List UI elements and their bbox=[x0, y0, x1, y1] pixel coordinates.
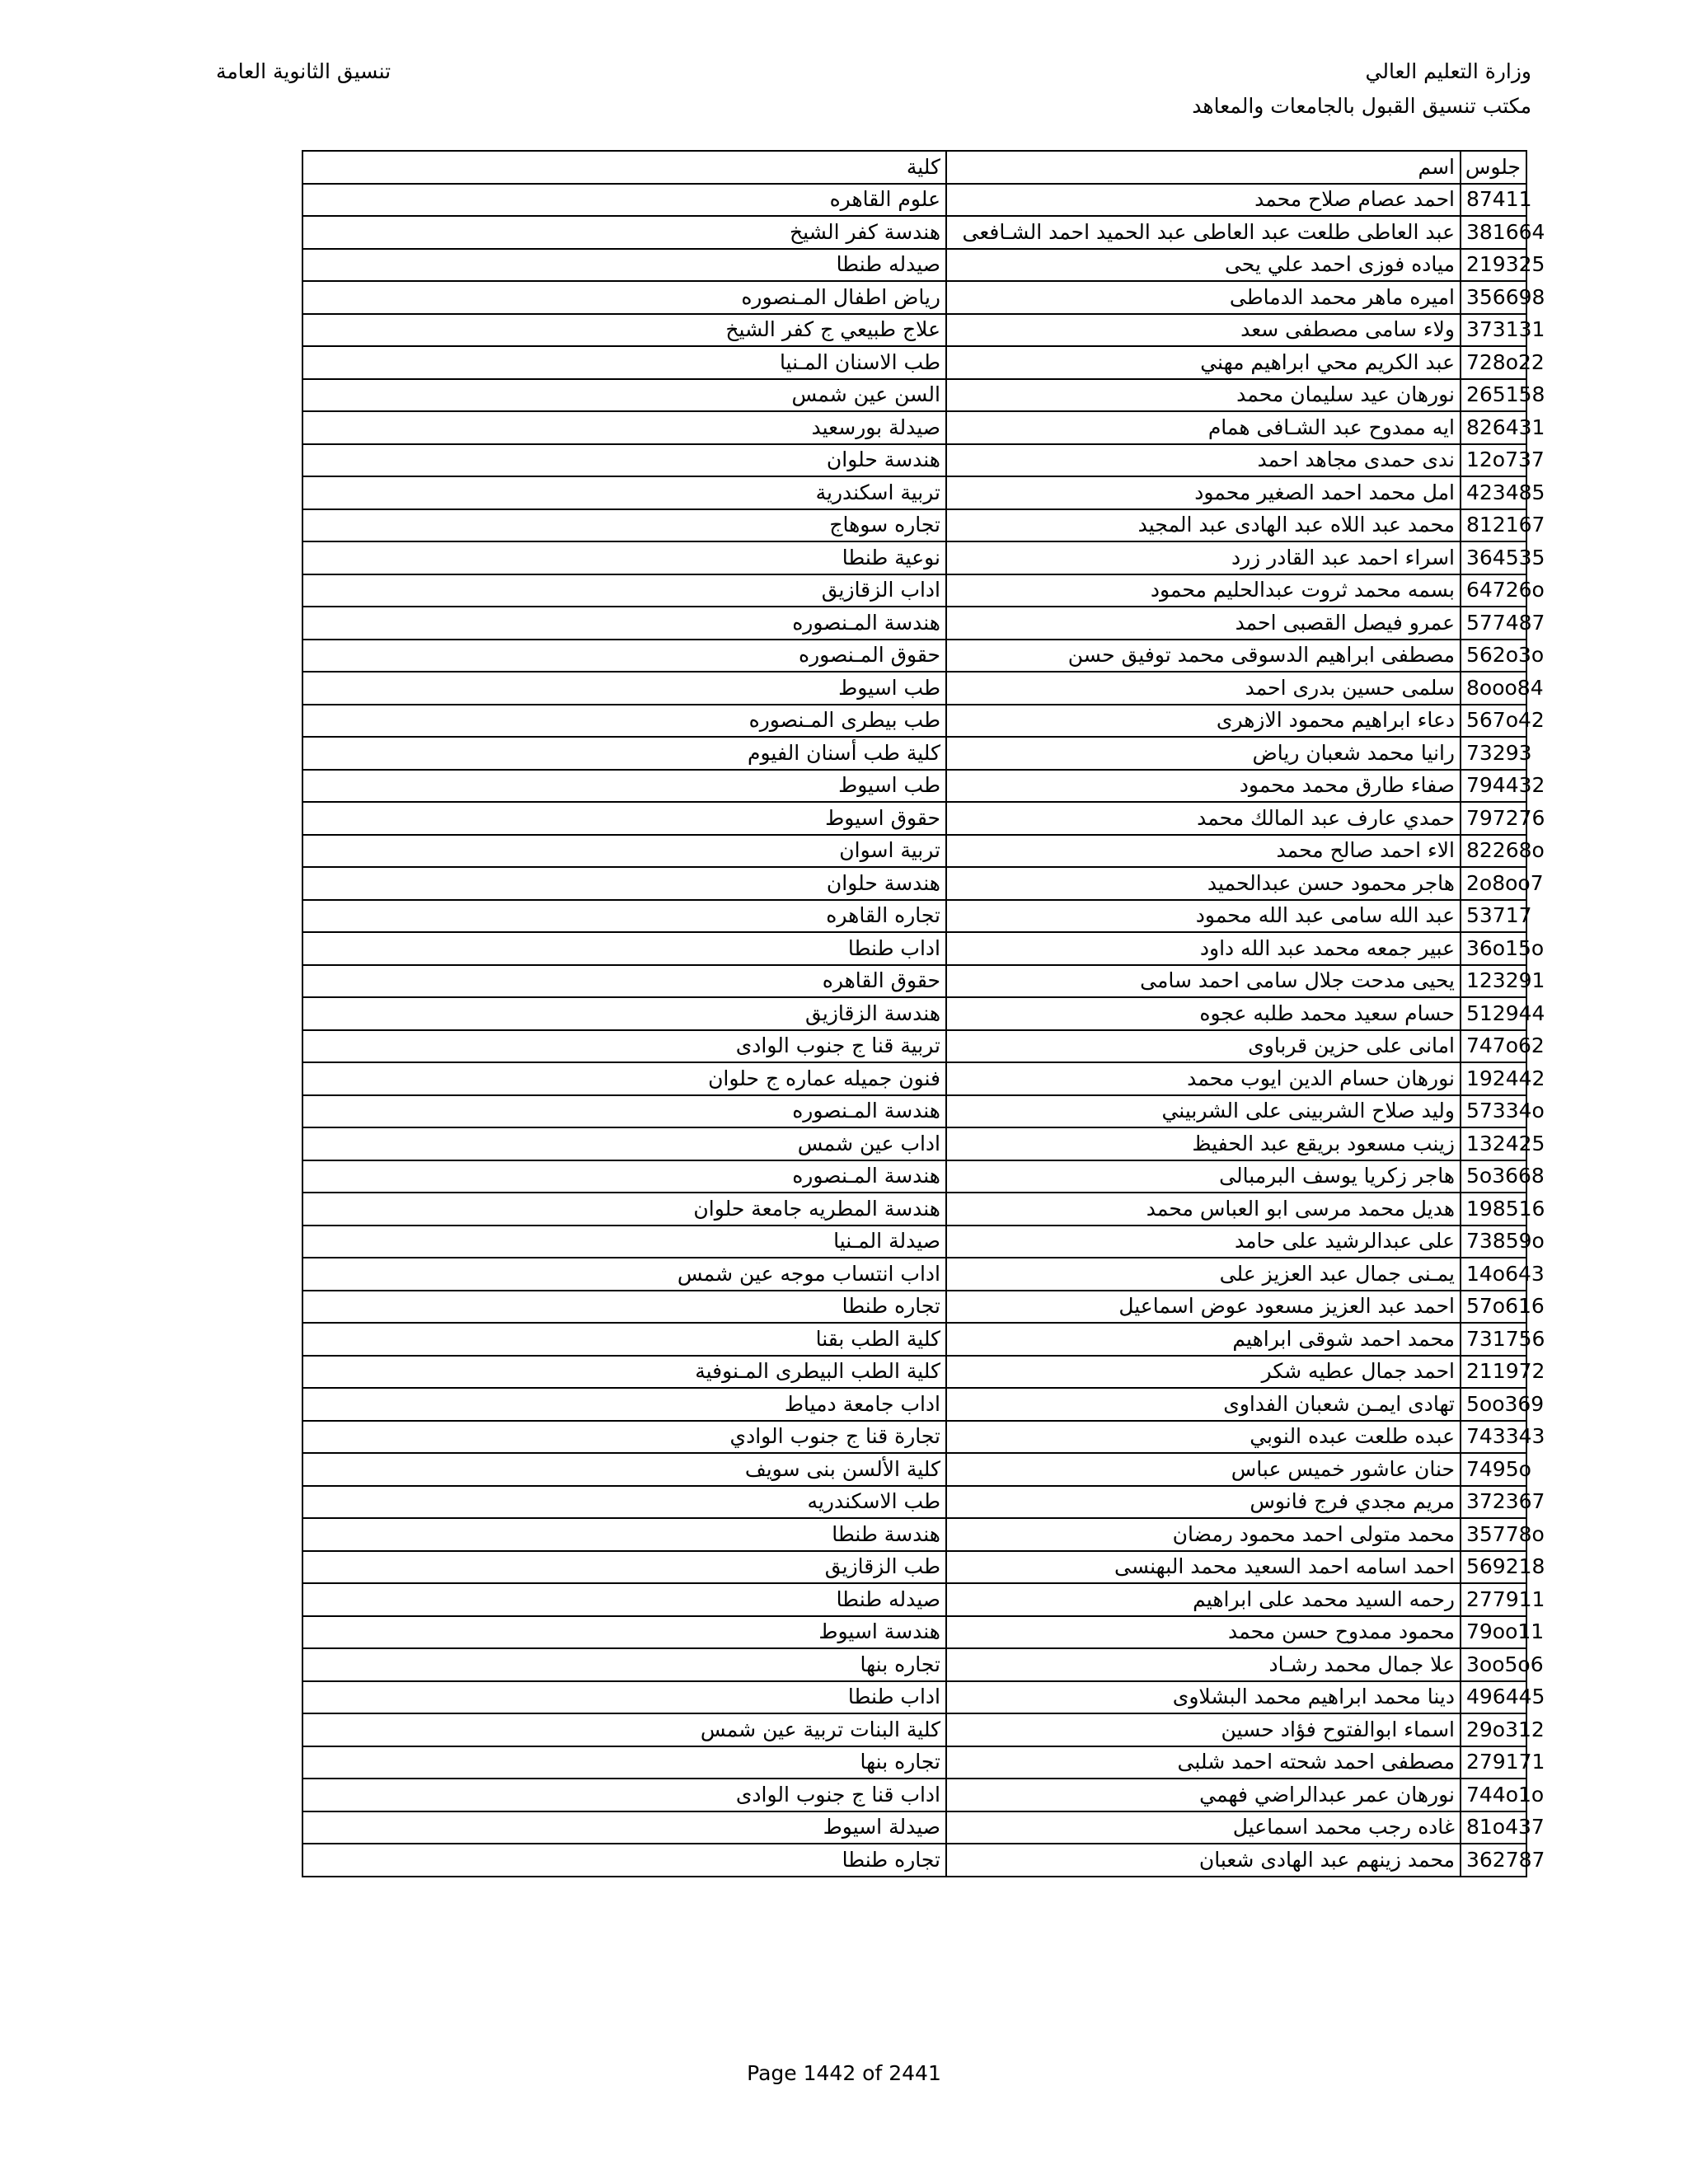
seat-cell: 372367 bbox=[1461, 1486, 1526, 1519]
table-row bbox=[302, 640, 1526, 673]
name-cell: تهادى ايمـن شعبان الفداوى bbox=[946, 1388, 1461, 1421]
seat-cell: 277911 bbox=[1461, 1583, 1526, 1616]
seat-cell: 5o3668 bbox=[1461, 1160, 1526, 1193]
name-cell: محمد زينهم عبد الهادى شعبان bbox=[946, 1844, 1461, 1877]
college-cell: تربية قنا ج جنوب الوادى bbox=[302, 1030, 946, 1063]
table-row bbox=[302, 672, 1526, 705]
college-cell: صيدلة المـنيا bbox=[302, 1226, 946, 1258]
name-cell: حنان عاشور خميس عباس bbox=[946, 1453, 1461, 1486]
college-cell: اداب انتساب موجه عين شمس bbox=[302, 1258, 946, 1291]
college-cell: طب اسيوط bbox=[302, 770, 946, 803]
table-header-row bbox=[302, 151, 1526, 184]
seat-cell: 356698 bbox=[1461, 281, 1526, 314]
college-cell: تربية اسوان bbox=[302, 835, 946, 868]
college-cell: هندسة المـنصوره bbox=[302, 607, 946, 640]
name-cell: مصطفى احمد شحته احمد شلبى bbox=[946, 1746, 1461, 1779]
name-cell: الاء احمد صالح محمد bbox=[946, 835, 1461, 868]
seat-cell: 82268o bbox=[1461, 835, 1526, 868]
name-cell: دعاء ابراهيم محمود الازهرى bbox=[946, 705, 1461, 738]
table-row bbox=[302, 965, 1526, 998]
table-row bbox=[302, 411, 1526, 444]
table-row bbox=[302, 1388, 1526, 1421]
seat-cell: 219325 bbox=[1461, 249, 1526, 282]
college-cell: كلية الألسن بنى سويف bbox=[302, 1453, 946, 1486]
name-cell: امانى على حزين قرباوى bbox=[946, 1030, 1461, 1063]
college-cell: حقوق اسيوط bbox=[302, 802, 946, 835]
table-row bbox=[302, 835, 1526, 868]
table-row bbox=[302, 509, 1526, 542]
name-cell: صفاء طارق محمد محمود bbox=[946, 770, 1461, 803]
seat-cell: 562o3o bbox=[1461, 640, 1526, 673]
seat-cell: 423485 bbox=[1461, 476, 1526, 509]
seat-cell: 577487 bbox=[1461, 607, 1526, 640]
seat-cell: 198516 bbox=[1461, 1193, 1526, 1226]
name-cell: محمد احمد شوقى ابراهيم bbox=[946, 1323, 1461, 1356]
college-cell: طب الزقازيق bbox=[302, 1551, 946, 1584]
name-cell: هاجر زكريا يوسف البرمبالى bbox=[946, 1160, 1461, 1193]
seat-cell: 14o643 bbox=[1461, 1258, 1526, 1291]
table-row bbox=[302, 1030, 1526, 1063]
college-cell: صيدلة اسيوط bbox=[302, 1811, 946, 1844]
college-cell: فنون جميله عماره ج حلوان bbox=[302, 1062, 946, 1095]
table-row bbox=[302, 932, 1526, 965]
name-cell: عبده طلعت عبده النوبي bbox=[946, 1421, 1461, 1454]
seat-cell: 3oo5o6 bbox=[1461, 1648, 1526, 1681]
seat-cell: 744o1o bbox=[1461, 1779, 1526, 1811]
table-row bbox=[302, 1193, 1526, 1226]
table-row bbox=[302, 1226, 1526, 1258]
table-row bbox=[302, 770, 1526, 803]
table-row bbox=[302, 314, 1526, 347]
college-cell: تجاره طنطا bbox=[302, 1291, 946, 1324]
table-row bbox=[302, 1160, 1526, 1193]
name-cell: احمد اسامه احمد السعيد محمد البهنسى bbox=[946, 1551, 1461, 1584]
seat-cell: 2o8oo7 bbox=[1461, 867, 1526, 900]
table-row bbox=[302, 1616, 1526, 1649]
seat-cell: 29o312 bbox=[1461, 1713, 1526, 1746]
college-cell: هندسة كفر الشيخ bbox=[302, 216, 946, 249]
name-cell: هاجر محمود حسن عبدالحميد bbox=[946, 867, 1461, 900]
table-row bbox=[302, 705, 1526, 738]
table-row bbox=[302, 1746, 1526, 1779]
name-cell: احمد جمال عطيه شكر bbox=[946, 1356, 1461, 1389]
seat-cell: 87411 bbox=[1461, 184, 1526, 217]
name-cell: اسماء ابوالفتوح فؤاد حسين bbox=[946, 1713, 1461, 1746]
table-row bbox=[302, 541, 1526, 574]
college-cell: علوم القاهره bbox=[302, 184, 946, 217]
college-cell: هندسة المطريه جامعة حلوان bbox=[302, 1193, 946, 1226]
office-title: مكتب تنسيق القبول بالجامعات والمعاهد bbox=[1192, 94, 1531, 118]
table-row bbox=[302, 1713, 1526, 1746]
college-cell: صيدلة بورسعيد bbox=[302, 411, 946, 444]
table-row bbox=[302, 802, 1526, 835]
college-cell: رياض اطفال المـنصوره bbox=[302, 281, 946, 314]
seat-cell: 211972 bbox=[1461, 1356, 1526, 1389]
seat-cell: 512944 bbox=[1461, 997, 1526, 1030]
college-cell: هندسة حلوان bbox=[302, 444, 946, 477]
name-cell: ولاء سامى مصطفى سعد bbox=[946, 314, 1461, 347]
seat-cell: 73859o bbox=[1461, 1226, 1526, 1258]
name-cell: عبد العاطى طلعت عبد العاطى عبد الحميد احمد الشـافعى bbox=[946, 216, 1461, 249]
table-row bbox=[302, 281, 1526, 314]
seat-cell: 35778o bbox=[1461, 1518, 1526, 1551]
name-cell: ايه ممدوح عبد الشـافى همام bbox=[946, 411, 1461, 444]
name-cell: مصطفى ابراهيم الدسوقى محمد توفيق حسن bbox=[946, 640, 1461, 673]
college-cell: حقوق القاهره bbox=[302, 965, 946, 998]
college-cell: اداب طنطا bbox=[302, 932, 946, 965]
seat-cell: 747o62 bbox=[1461, 1030, 1526, 1063]
table-row bbox=[302, 1062, 1526, 1095]
college-cell: السن عين شمس bbox=[302, 379, 946, 412]
name-cell: حمدي عارف عبد المالك محمد bbox=[946, 802, 1461, 835]
table-row bbox=[302, 1648, 1526, 1681]
seat-cell: 812167 bbox=[1461, 509, 1526, 542]
seat-cell: 73293 bbox=[1461, 737, 1526, 770]
name-cell: عبير جمعه محمد عبد الله داود bbox=[946, 932, 1461, 965]
college-cell: هندسة اسيوط bbox=[302, 1616, 946, 1649]
name-cell: اسراء احمد عبد القادر زرد bbox=[946, 541, 1461, 574]
seat-cell: 53717 bbox=[1461, 900, 1526, 933]
table-row bbox=[302, 607, 1526, 640]
table-row bbox=[302, 1127, 1526, 1160]
name-cell: يحيى مدحت جلال سامى احمد سامى bbox=[946, 965, 1461, 998]
coordination-title: تنسيق الثانوية العامة bbox=[216, 59, 392, 83]
seat-cell: 569218 bbox=[1461, 1551, 1526, 1584]
name-cell: دينا محمد ابراهيم محمد البشلاوى bbox=[946, 1681, 1461, 1714]
table-row bbox=[302, 1095, 1526, 1128]
college-cell: صيدله طنطا bbox=[302, 249, 946, 282]
college-cell: تجاره بنها bbox=[302, 1746, 946, 1779]
name-cell: غاده رجب محمد اسماعيل bbox=[946, 1811, 1461, 1844]
seat-cell: 496445 bbox=[1461, 1681, 1526, 1714]
table-row bbox=[302, 1356, 1526, 1389]
name-cell: نورهان عمر عبدالراضي فهمي bbox=[946, 1779, 1461, 1811]
college-cell: تجارة قنا ج جنوب الوادي bbox=[302, 1421, 946, 1454]
college-cell: هندسة الزقازيق bbox=[302, 997, 946, 1030]
name-cell: زينب مسعود بريقع عبد الحفيظ bbox=[946, 1127, 1461, 1160]
seat-cell: 132425 bbox=[1461, 1127, 1526, 1160]
name-cell: رانيا محمد شعبان رياض bbox=[946, 737, 1461, 770]
seat-cell: 373131 bbox=[1461, 314, 1526, 347]
column-header-seat: جلوس bbox=[1461, 151, 1526, 184]
name-cell: محمود ممدوح حسن محمد bbox=[946, 1616, 1461, 1649]
name-cell: وليد صلاح الشربينى على الشربيني bbox=[946, 1095, 1461, 1128]
name-cell: هديل محمد مرسى ابو العباس محمد bbox=[946, 1193, 1461, 1226]
table-row bbox=[302, 1583, 1526, 1616]
seat-cell: 5oo369 bbox=[1461, 1388, 1526, 1421]
name-cell: يمـنى جمال عبد العزيز على bbox=[946, 1258, 1461, 1291]
column-header-college: كلية bbox=[302, 151, 946, 184]
name-cell: رحمه السيد محمد على ابراهيم bbox=[946, 1583, 1461, 1616]
college-cell: اداب جامعة دمياط bbox=[302, 1388, 946, 1421]
name-cell: محمد متولى احمد محمود رمضان bbox=[946, 1518, 1461, 1551]
college-cell: طب الاسنان المـنيا bbox=[302, 346, 946, 379]
seat-cell: 728o22 bbox=[1461, 346, 1526, 379]
table-row bbox=[302, 184, 1526, 217]
name-cell: عمرو فيصل القصبى احمد bbox=[946, 607, 1461, 640]
college-cell: هندسة المـنصوره bbox=[302, 1095, 946, 1128]
table-row bbox=[302, 1421, 1526, 1454]
seat-cell: 57o616 bbox=[1461, 1291, 1526, 1324]
table-row bbox=[302, 737, 1526, 770]
name-cell: حسام سعيد محمد طلبه عجوه bbox=[946, 997, 1461, 1030]
name-cell: بسمه محمد ثروت عبدالحليم محمود bbox=[946, 574, 1461, 607]
college-cell: اداب عين شمس bbox=[302, 1127, 946, 1160]
seat-cell: 797276 bbox=[1461, 802, 1526, 835]
seat-cell: 12o737 bbox=[1461, 444, 1526, 477]
college-cell: تجاره سوهاج bbox=[302, 509, 946, 542]
name-cell: اميره ماهر محمد الدماطى bbox=[946, 281, 1461, 314]
name-cell: علا جمال محمد رشـاد bbox=[946, 1648, 1461, 1681]
name-cell: احمد عصام صلاح محمد bbox=[946, 184, 1461, 217]
table-row bbox=[302, 1551, 1526, 1584]
college-cell: تجاره طنطا bbox=[302, 1844, 946, 1877]
college-cell: طب بيطرى المـنصوره bbox=[302, 705, 946, 738]
name-cell: ندى حمدى مجاهد احمد bbox=[946, 444, 1461, 477]
table-row bbox=[302, 867, 1526, 900]
table-row bbox=[302, 1681, 1526, 1714]
seat-cell: 731756 bbox=[1461, 1323, 1526, 1356]
college-cell: صيدله طنطا bbox=[302, 1583, 946, 1616]
college-cell: كلية الطب البيطرى المـنوفية bbox=[302, 1356, 946, 1389]
table-row bbox=[302, 444, 1526, 477]
table-row bbox=[302, 997, 1526, 1030]
college-cell: هندسة حلوان bbox=[302, 867, 946, 900]
name-cell: عبد الكريم محي ابراهيم مهني bbox=[946, 346, 1461, 379]
results-table bbox=[302, 150, 1545, 1877]
seat-cell: 364535 bbox=[1461, 541, 1526, 574]
seat-cell: 794432 bbox=[1461, 770, 1526, 803]
table-row bbox=[302, 574, 1526, 607]
college-cell: كلية طب أسنان الفيوم bbox=[302, 737, 946, 770]
seat-cell: 381664 bbox=[1461, 216, 1526, 249]
seat-cell: 362787 bbox=[1461, 1844, 1526, 1877]
college-cell: حقوق المـنصوره bbox=[302, 640, 946, 673]
seat-cell: 265158 bbox=[1461, 379, 1526, 412]
college-cell: علاج طبيعي ج كفر الشيخ bbox=[302, 314, 946, 347]
column-header-name: اسم bbox=[946, 151, 1461, 184]
name-cell: مياده فوزى احمد علي يحى bbox=[946, 249, 1461, 282]
table-row bbox=[302, 1518, 1526, 1551]
seat-cell: 279171 bbox=[1461, 1746, 1526, 1779]
college-cell: هندسة المـنصوره bbox=[302, 1160, 946, 1193]
table-row bbox=[302, 346, 1526, 379]
seat-cell: 36o15o bbox=[1461, 932, 1526, 965]
name-cell: نورهان عيد سليمان محمد bbox=[946, 379, 1461, 412]
table-row bbox=[302, 1453, 1526, 1486]
seat-cell: 123291 bbox=[1461, 965, 1526, 998]
table-row bbox=[302, 1291, 1526, 1324]
table-row bbox=[302, 1323, 1526, 1356]
college-cell: اداب قنا ج جنوب الوادى bbox=[302, 1779, 946, 1811]
ministry-title: وزارة التعليم العالي bbox=[1365, 59, 1531, 83]
table-row bbox=[302, 1779, 1526, 1811]
table-row bbox=[302, 476, 1526, 509]
college-cell: نوعية طنطا bbox=[302, 541, 946, 574]
table-row bbox=[302, 1486, 1526, 1519]
name-cell: احمد عبد العزيز مسعود عوض اسماعيل bbox=[946, 1291, 1461, 1324]
table-row bbox=[302, 900, 1526, 933]
table-row bbox=[302, 249, 1526, 282]
seat-cell: 826431 bbox=[1461, 411, 1526, 444]
college-cell: تجاره القاهره bbox=[302, 900, 946, 933]
college-cell: كلية البنات تربية عين شمس bbox=[302, 1713, 946, 1746]
college-cell: هندسة طنطا bbox=[302, 1518, 946, 1551]
college-cell: كلية الطب بقنا bbox=[302, 1323, 946, 1356]
name-cell: محمد عبد اللاه عبد الهادى عبد المجيد bbox=[946, 509, 1461, 542]
seat-cell: 57334o bbox=[1461, 1095, 1526, 1128]
table-row bbox=[302, 216, 1526, 249]
page-number: Page 1442 of 2441 bbox=[747, 2061, 941, 2085]
seat-cell: 567o42 bbox=[1461, 705, 1526, 738]
college-cell: اداب الزقازيق bbox=[302, 574, 946, 607]
college-cell: تجاره بنها bbox=[302, 1648, 946, 1681]
name-cell: مريم مجدي فرج فانوس bbox=[946, 1486, 1461, 1519]
name-cell: امل محمد احمد الصغير محمود bbox=[946, 476, 1461, 509]
seat-cell: 79oo11 bbox=[1461, 1616, 1526, 1649]
table-row bbox=[302, 1811, 1526, 1844]
seat-cell: 81o437 bbox=[1461, 1811, 1526, 1844]
seat-cell: 743343 bbox=[1461, 1421, 1526, 1454]
seat-cell: 7495o bbox=[1461, 1453, 1526, 1486]
college-cell: تربية اسكندرية bbox=[302, 476, 946, 509]
table-row bbox=[302, 1258, 1526, 1291]
name-cell: سلمى حسين بدرى احمد bbox=[946, 672, 1461, 705]
seat-cell: 8ooo84 bbox=[1461, 672, 1526, 705]
name-cell: نورهان حسام الدين ايوب محمد bbox=[946, 1062, 1461, 1095]
table-row bbox=[302, 1844, 1526, 1877]
name-cell: عبد الله سامى عبد الله محمود bbox=[946, 900, 1461, 933]
seat-cell: 192442 bbox=[1461, 1062, 1526, 1095]
college-cell: طب اسيوط bbox=[302, 672, 946, 705]
college-cell: اداب طنطا bbox=[302, 1681, 946, 1714]
seat-cell: 64726o bbox=[1461, 574, 1526, 607]
college-cell: طب الاسكندريه bbox=[302, 1486, 946, 1519]
table-row bbox=[302, 379, 1526, 412]
name-cell: على عبدالرشيد على حامد bbox=[946, 1226, 1461, 1258]
